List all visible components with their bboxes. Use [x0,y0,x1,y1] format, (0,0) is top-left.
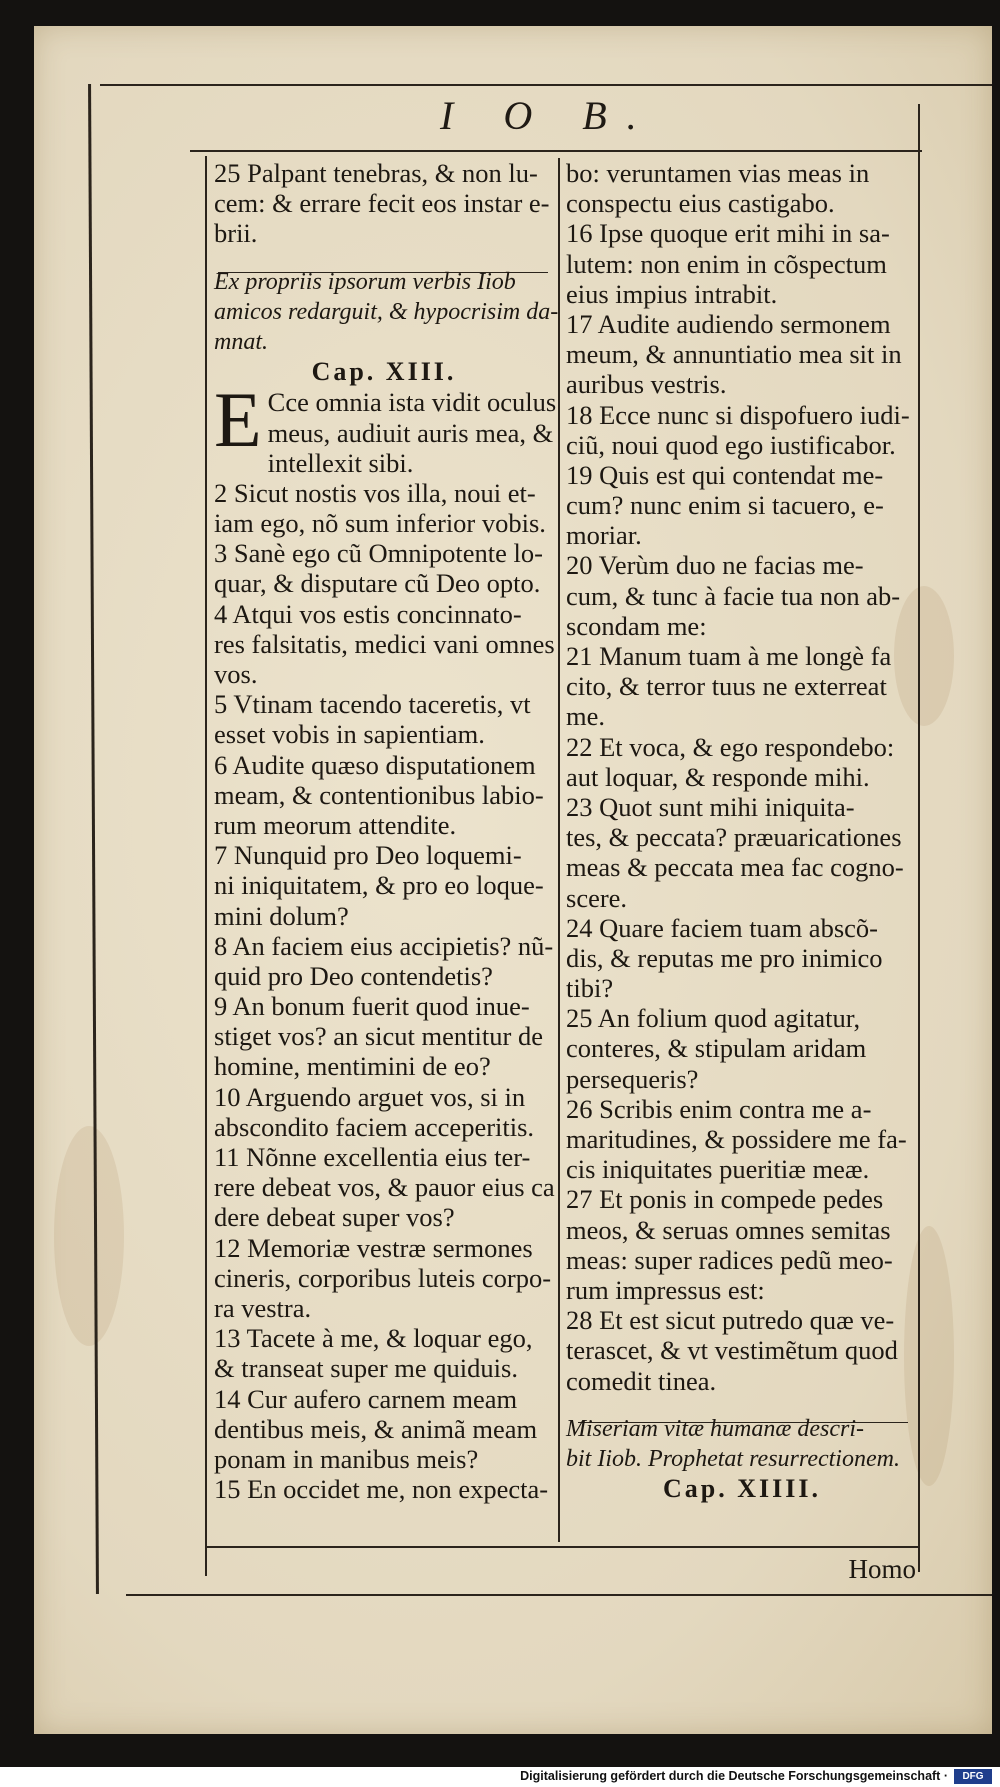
text-line: tes, & peccata? præuaricationes [566,822,902,853]
text-line: scere. [566,882,628,913]
text-line: 16 Ipse quoque erit mihi in sa- [566,218,890,249]
dfg-logo: DFG [954,1769,992,1784]
text-line: cineris, corporibus luteis corpo- [214,1262,552,1293]
text-line: homine, mentimini de eo? [214,1051,491,1082]
bottom-inner-rule [206,1546,918,1548]
text-line: rere debeat vos, & pauor eius ca [214,1172,555,1203]
text-line: ciũ, noui quod ego iustificabor. [566,429,896,460]
text-line: conspectu eius castigabo. [566,188,835,219]
text-line: vos. [214,659,258,689]
text-line: res falsitatis, medici vani omnes [214,628,555,659]
text-line: 8 An faciem eius accipietis? nũ- [214,930,554,961]
text-line: 25 Palpant tenebras, & non lu- [214,158,538,188]
text-line: meas: super radices pedũ meo- [566,1244,893,1275]
text-line: meum, & annuntiatio mea sit in [566,339,902,370]
text-line: 27 Et ponis in compede pedes [566,1184,884,1215]
text-line: bo: veruntamen vias meas in [566,158,870,188]
text-line: ponam in manibus meis? [214,1443,479,1474]
text-line: eius impius intrabit. [566,278,778,309]
text-line: 18 Ecce nunc si dispofuero iudi- [566,399,910,430]
text-line: 17 Audite audiendo sermonem [566,308,891,339]
text-line: persequeris? [566,1063,699,1094]
text-line: meas & peccata mea fac cogno- [566,852,904,883]
text-line: tibi? [566,973,614,1004]
text-line: meam, & contentionibus labio- [214,779,544,810]
text-line: 13 Tacete à me, & loquar ego, [214,1323,533,1354]
text-line: 10 Arguendo arguet vos, si in [214,1081,526,1112]
left-column [214,158,559,1505]
text-line: 24 Quare faciem tuam abscõ- [566,912,878,943]
right-column [566,158,918,1504]
footer-credit: Digitalisierung gefördert durch die Deutsche Forschungsgemeinschaft · [520,1769,948,1783]
text-line: meus, audiuit auris mea, & [267,417,554,448]
text-line: maritudines, & possidere me fa- [566,1124,907,1154]
text-line: quid pro Deo contendetis? [214,960,493,991]
text-line: dentibus meis, & animã meam [214,1413,538,1444]
text-line: iam ego, nõ sum inferior vobis. [214,508,546,539]
text-line: cis iniquitates pueritiæ meæ. [566,1154,870,1185]
text-line: cito, & terror tuus ne exterreat [566,671,887,702]
text-line: 14 Cur aufero carnem meam [214,1383,518,1414]
header-rule [190,150,922,152]
text-line: 20 Verùm duo ne facias me- [566,550,864,581]
text-line: cum, & tunc à facie tua non ab- [566,580,901,611]
text-line: stiget vos? an sicut mentitur de [214,1021,543,1052]
text-line: auribus vestris. [566,369,727,400]
running-head: I O B. [440,93,657,138]
text-line: 11 Nõnne excellentia eius ter- [214,1142,531,1172]
stain [54,1126,124,1346]
text-line: 12 Memoriæ vestræ sermones [214,1232,533,1263]
text-line: comedit tinea. [566,1365,717,1396]
text-line: me. [566,701,605,732]
text-line: 28 Et est sicut putredo quæ ve- [566,1305,895,1336]
text-line: meos, & seruas omnes semitas [566,1214,891,1245]
text-line: 2 Sicut nostis vos illa, noui et- [214,477,536,508]
text-line: 19 Quis est qui contendat me- [566,459,884,490]
chapter-summary-line: mnat. [214,328,268,355]
text-line: ni iniquitatem, & pro eo loque- [214,870,544,901]
text-line: 5 Vtinam tacendo taceretis, vt [214,689,531,720]
drop-capital: E [214,376,262,464]
chapter-summary-line: amicos redarguit, & hypocrisim da- [214,298,559,325]
catchword: Homo [848,1554,916,1584]
chapter-heading: Cap. XIIII. [663,1474,821,1504]
text-line: 7 Nunquid pro Deo loquemi- [214,840,522,871]
text-line: brii. [214,218,258,249]
text-line: & transeat super me quiduis. [214,1353,518,1384]
text-line: 23 Quot sunt mihi iniquita- [566,791,855,822]
text-line: scondam me: [566,610,707,641]
text-line: conteres, & stipulam aridam [566,1033,867,1064]
text-line: rum meorum attendite. [214,809,457,840]
text-line: aut loquar, & responde mihi. [566,761,870,792]
text-line: 22 Et voca, & ego respondebo: [566,731,895,762]
text-line: terascet, & vt vestimẽtum quod [566,1335,898,1366]
text-line-body: Cce omnia ista vidit oculus [267,387,557,418]
text-line: esset vobis in sapientiam. [214,719,485,750]
text-line: 3 Sanè ego cũ Omnipotente lo- [214,538,543,569]
text-line: 21 Manum tuam à me longè fa [566,641,892,671]
chapter-summary-line: Miseriam vitæ humanæ descri- [566,1415,864,1442]
text-line: cem: & errare fecit eos instar e- [214,188,550,219]
text-line: rum impressus est: [566,1274,765,1305]
text-line: 4 Atqui vos estis concinnato- [214,598,522,629]
text-line: dis, & reputas me pro inimico [566,942,883,973]
center-column-rule [558,158,560,1542]
spacer [214,249,554,267]
text-line: abscondito faciem acceperitis. [214,1111,535,1142]
chapter-heading: Cap. XIII. [311,357,457,387]
text-line: intellexit sibi. [267,447,414,478]
text-line: dere debeat super vos? [214,1202,455,1233]
text-line: quar, & disputare cũ Deo opto. [214,568,541,599]
text-line: 25 An folium quod agitatur, [566,1003,861,1034]
spacer [566,1396,918,1414]
right-column-rule [918,104,920,1572]
bottom-outer-rule [126,1594,992,1596]
footer-bar [0,1767,1000,1787]
chapter-summary-line: bit Iiob. Prophetat resurrectionem. [566,1445,900,1472]
chapter-summary-line: Ex propriis ipsorum verbis Iiob [214,268,516,295]
text-line: 26 Scribis enim contra me a- [566,1093,872,1124]
text-line: 15 En occidet me, non expecta- [214,1474,549,1505]
text-line: moriar. [566,520,642,551]
text-line: 6 Audite quæso disputationem [214,749,536,780]
text-line: 9 An bonum fuerit quod inue- [214,991,530,1022]
top-rule [100,84,992,86]
text-line: ra vestra. [214,1292,312,1323]
text-line: cum? nunc enim si tacuero, e- [566,490,884,521]
left-column-rule [205,156,207,1576]
text-line: mini dolum? [214,900,349,931]
text-line: lutem: non enim in cõspectum [566,248,887,279]
